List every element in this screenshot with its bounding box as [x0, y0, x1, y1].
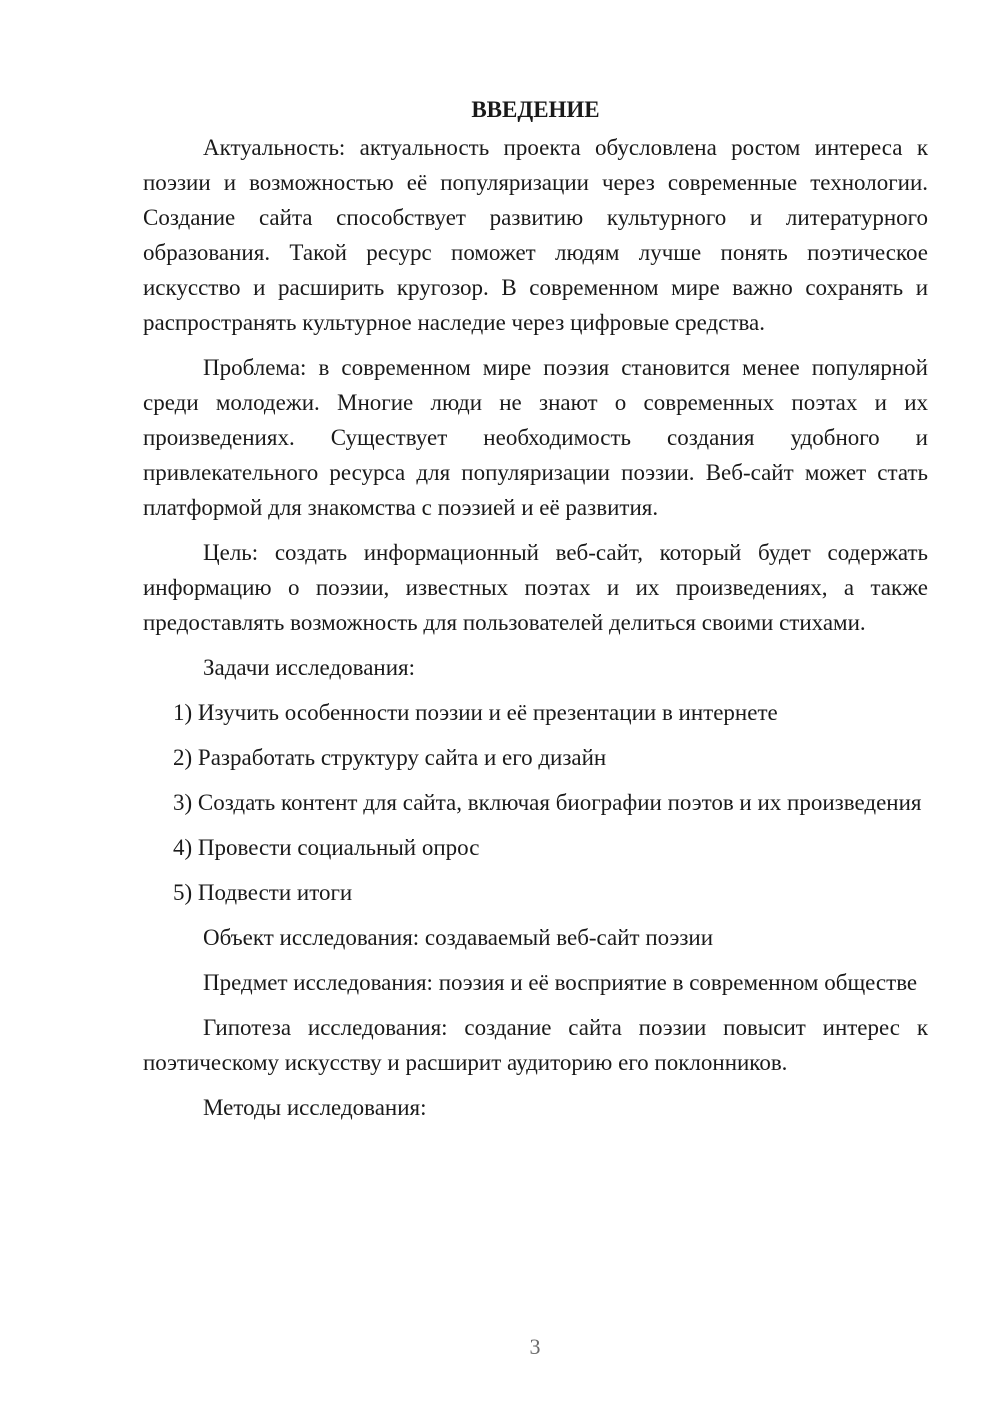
- section-title: ВВЕДЕНИЕ: [471, 97, 600, 122]
- task-item: 1) Изучить особенности поэзии и её презентации в интернете: [173, 700, 778, 725]
- task-item: 3) Создать контент для сайта, включая биографии поэтов и их произведения: [173, 790, 922, 815]
- task-item: 4) Провести социальный опрос: [173, 835, 480, 860]
- paragraph-relevance: Актуальность: актуальность проекта обусловлена ростом интереса к поэзии и возможностью её популяризации через современные технологии. Создание сайта способствует развитию культурного и литературного образования. Такой ресурс поможет людям лучше понять поэтическое искусство и расширить кругозор. В современном мире важно сохранять и распространять культурное наследие через цифровые средства.: [143, 135, 928, 335]
- methods-heading: Методы исследования:: [203, 1095, 427, 1120]
- document-body: [143, 92, 928, 1135]
- paragraph-problem: Проблема: в современном мире поэзия становится менее популярной среди молодежи. Многие люди не знают о современных поэтах и их произведениях. Существует необходимость создания удобного и привлекательного ресурса для популяризации поэзии. Веб-сайт может стать платформой для знакомства с поэзией и её развития.: [143, 355, 928, 520]
- paragraph-goal: Цель: создать информационный веб-сайт, который будет содержать информацию о поэзии, известных поэтах и их произведениях, а также предоставлять возможность для пользователей делиться своими стихами.: [143, 540, 928, 635]
- paragraph-subject: Предмет исследования: поэзия и её восприятие в современном обществе: [203, 970, 918, 995]
- paragraph-hypothesis: Гипотеза исследования: создание сайта поэзии повысит интерес к поэтическому искусству и расширит аудиторию его поклонников.: [143, 1015, 928, 1075]
- task-item: 2) Разработать структуру сайта и его дизайн: [173, 745, 607, 770]
- page-number: 3: [529, 1334, 541, 1359]
- paragraph-object: Объект исследования: создаваемый веб-сайт поэзии: [203, 925, 714, 950]
- tasks-heading: Задачи исследования:: [203, 655, 416, 680]
- task-item: 5) Подвести итоги: [173, 880, 353, 905]
